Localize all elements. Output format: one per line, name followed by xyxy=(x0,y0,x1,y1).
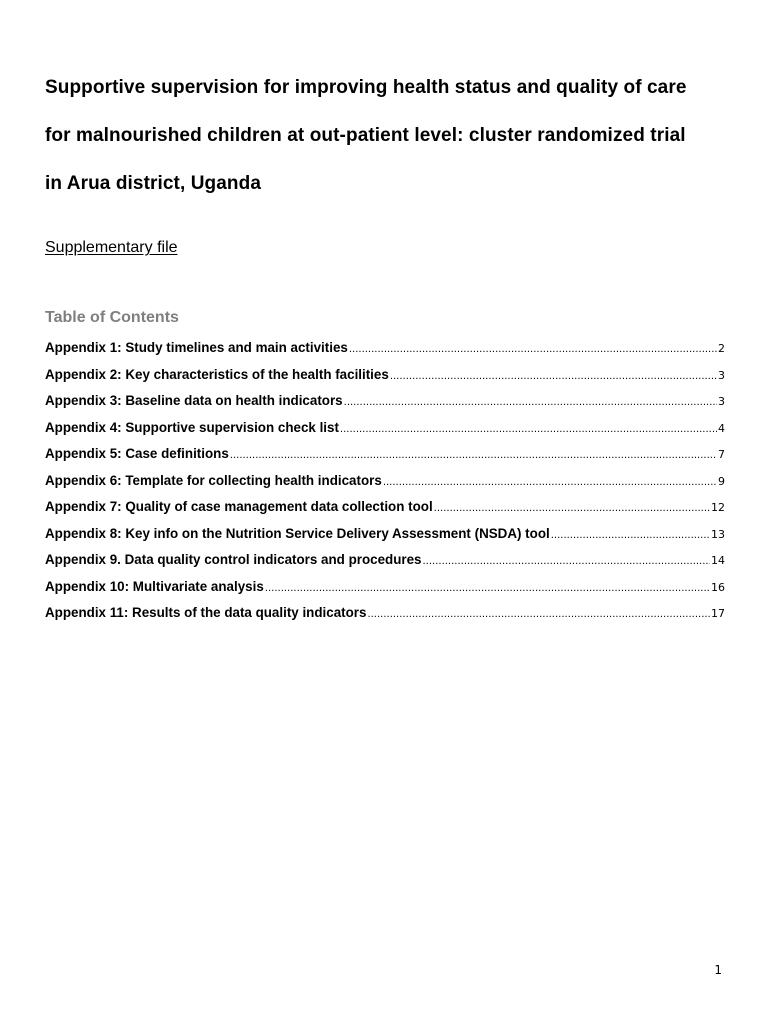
toc-entry-appendix-6[interactable] xyxy=(45,471,725,498)
toc-entry-page: 2 xyxy=(718,342,725,355)
toc-entry-label: Appendix 9. Data quality control indicators and procedures xyxy=(45,552,422,567)
toc-entry-appendix-2[interactable] xyxy=(45,365,725,392)
toc-entry-label: Appendix 1: Study timelines and main activities xyxy=(45,340,348,355)
page-number: 1 xyxy=(714,963,722,977)
toc-entry-label: Appendix 7: Quality of case management data collection tool xyxy=(45,499,433,514)
toc-entry-appendix-4[interactable] xyxy=(45,418,725,445)
toc-entry-label: Appendix 4: Supportive supervision check list xyxy=(45,419,339,435)
toc-dot-leader xyxy=(551,526,710,546)
toc-dot-leader xyxy=(367,605,710,625)
toc-entry-page: 7 xyxy=(718,448,725,461)
toc-entry-page: 12 xyxy=(711,501,725,514)
toc-dot-leader xyxy=(344,393,717,413)
supplementary-file-heading: Supplementary file xyxy=(45,239,178,256)
toc-entry-label: Appendix 2: Key characteristics of the health facilities xyxy=(45,366,389,382)
toc-dot-leader xyxy=(340,420,717,440)
toc-dot-leader xyxy=(423,552,711,572)
title-line-2: for malnourished children at out-patient level: cluster randomized trial xyxy=(45,125,686,146)
toc-entry-appendix-3[interactable] xyxy=(45,391,725,418)
toc-dot-leader xyxy=(230,446,717,466)
toc-entry-label: Appendix 3: Baseline data on health indicators xyxy=(45,393,343,408)
toc-entry-appendix-5[interactable] xyxy=(45,444,725,471)
toc-dot-leader xyxy=(390,367,717,387)
title-line-1: Supportive supervision for improving health status and quality of care xyxy=(45,77,687,98)
toc-dot-leader xyxy=(434,499,710,519)
toc-dot-leader xyxy=(383,473,717,493)
toc-entry-appendix-7[interactable] xyxy=(45,497,725,524)
table-of-contents xyxy=(45,338,725,630)
toc-entry-appendix-10[interactable] xyxy=(45,577,725,604)
toc-entry-appendix-8[interactable] xyxy=(45,524,725,551)
toc-entry-appendix-11[interactable] xyxy=(45,603,725,630)
toc-entry-page: 3 xyxy=(718,368,725,382)
toc-entry-label: Appendix 5: Case definitions xyxy=(45,446,229,461)
toc-dot-leader xyxy=(265,579,710,599)
toc-entry-label: Appendix 11: Results of the data quality indicators xyxy=(45,605,367,620)
title-line-3: in Arua district, Uganda xyxy=(45,173,262,194)
toc-entry-page: 17 xyxy=(711,607,725,620)
toc-entry-appendix-1[interactable] xyxy=(45,338,725,365)
toc-dot-leader xyxy=(349,340,717,360)
toc-entry-page: 16 xyxy=(711,580,725,594)
toc-entry-appendix-9[interactable] xyxy=(45,550,725,577)
toc-entry-page: 4 xyxy=(718,421,725,435)
toc-heading: Table of Contents xyxy=(45,309,179,326)
toc-entry-label: Appendix 6: Template for collecting health indicators xyxy=(45,472,382,488)
toc-entry-label: Appendix 8: Key info on the Nutrition Service Delivery Assessment (NSDA) tool xyxy=(45,525,550,541)
toc-entry-label: Appendix 10: Multivariate analysis xyxy=(45,578,264,594)
toc-entry-page: 14 xyxy=(711,554,725,567)
toc-entry-page: 3 xyxy=(718,395,725,408)
toc-entry-page: 13 xyxy=(711,527,725,541)
toc-entry-page: 9 xyxy=(718,474,725,488)
